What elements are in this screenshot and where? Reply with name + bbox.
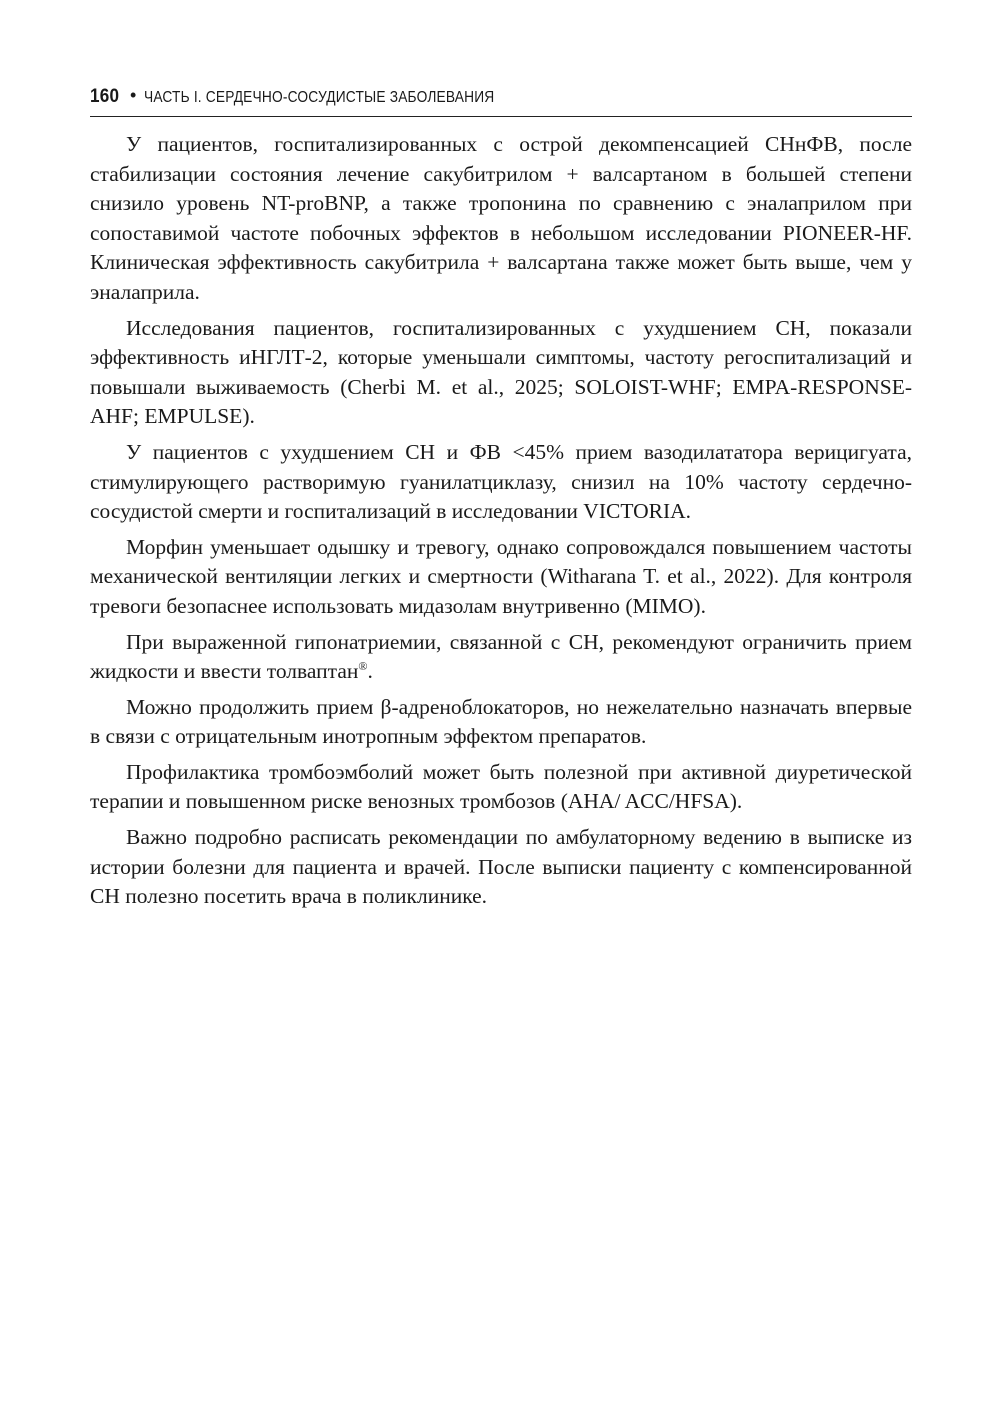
running-header xyxy=(90,86,912,117)
hyponatremia-text: При выраженной гипонатриемии, связанной с СН, рекомендуют ограничить прием жидкости и ввести толваптан xyxy=(90,629,912,684)
paragraph-hyponatremia xyxy=(90,628,912,687)
registered-mark: ® xyxy=(358,658,368,673)
paragraph-vericiguat: У пациентов с ухудшением СН и ФВ <45% прием вазодилататора верицигуата, стимулирующего растворимую гуанилатциклазу, снизил на 10% частоту сердечно-сосудистой смерти и госпитализаций в исследовании VICTORIA. xyxy=(90,439,912,524)
paragraph-sacubitril: У пациентов, госпитализированных с острой декомпенсацией СНнФВ, после стабилизации состояния лечение сакубитрилом + валсартаном в большей степени снизило уровень NT-proBNP, а также тропонина по сравнению с эналаприлом при сопоставимой частоте побочных эффектов в небольшом исследовании PIONEER-HF. Клиническая эффективность сакубитрила + валсартана также может быть выше, чем у эналаприла. xyxy=(90,132,912,304)
page-number: 160 xyxy=(90,86,120,107)
running-title: ЧАСТЬ I. СЕРДЕЧНО-СОСУДИСТЫЕ ЗАБОЛЕВАНИЯ xyxy=(144,89,495,106)
hyponatremia-period: . xyxy=(367,659,373,684)
body-text xyxy=(90,130,912,918)
header-bullet: • xyxy=(130,85,137,105)
paragraph-thromboprophylaxis: Профилактика тромбоэмболий может быть полезной при активной диуретической терапии и повышенном риске венозных тромбозов (AHA/ ACC/HFSA). xyxy=(90,759,912,814)
paragraph-morphine: Морфин уменьшает одышку и тревогу, однако сопровождался повышением частоты механической вентиляции легких и смертности (Witharana T. et al., 2022). Для контроля тревоги безопаснее использовать мидазолам внутривенно (MIMO). xyxy=(90,534,912,618)
paragraph-discharge: Важно подробно расписать рекомендации по амбулаторному ведению в выписке из истории болезни для пациента и врачей. После выписки пациенту с компенсированной СН полезно посетить врача в поликлинике. xyxy=(90,825,912,909)
paragraph-sglt2: Исследования пациентов, госпитализированных с ухудшением СН, показали эффективность иНГЛТ-2, которые уменьшали симптомы, частоту регоспитализаций и повышали выживаемость (Cherbi M. et al., 2025; SOLOIST-WHF; EMPA-RESPONSE-AHF; EMPULSE). xyxy=(90,315,912,429)
paragraph-beta-blockers: Можно продолжить прием β-адреноблокаторов, но нежелательно назначать впервые в связи с отрицательным инотропным эффектом препаратов. xyxy=(90,694,912,749)
